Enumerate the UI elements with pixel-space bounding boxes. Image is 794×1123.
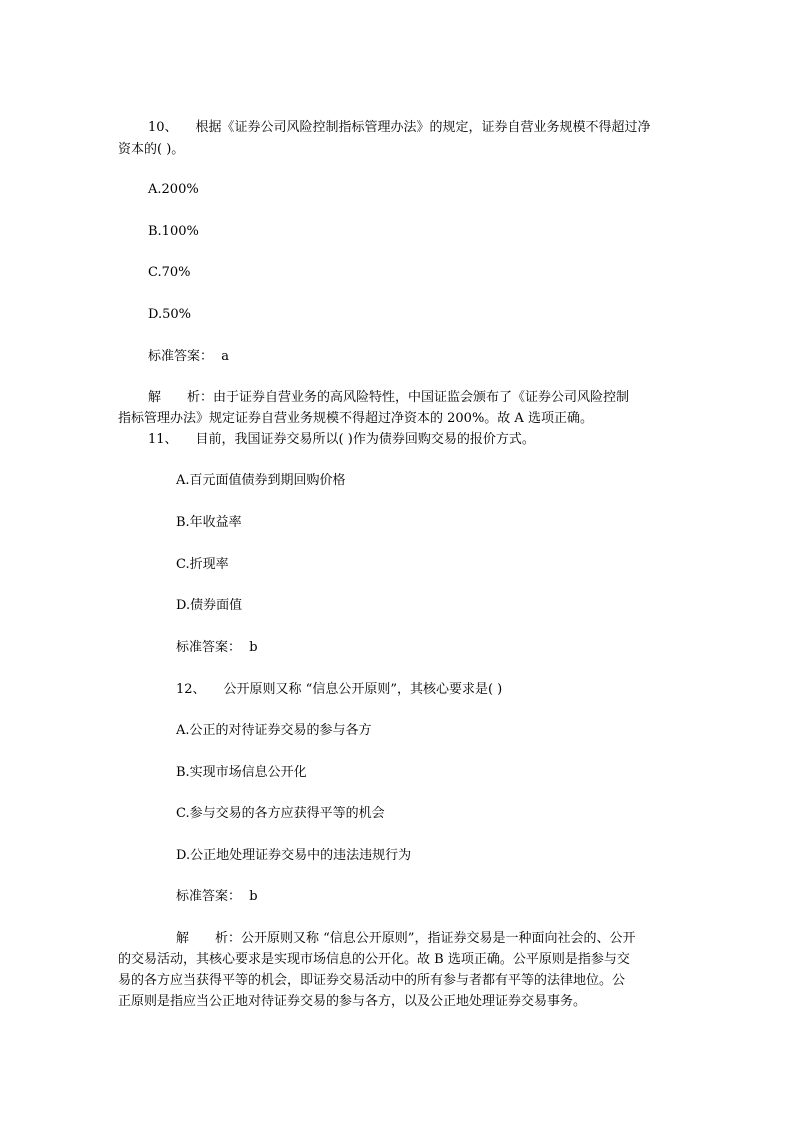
question-12-option-d: D.公正地处理证券交易中的违法违规行为 xyxy=(176,848,412,863)
question-11-stem-text: 目前，我国证券交易所以( )作为债券回购交易的报价方式。 xyxy=(195,432,535,447)
question-10-stem-text: 根据《证券公司风险控制指标管理办法》的规定，证券自营业务规模不得超过净 xyxy=(195,120,651,135)
question-12-analysis-text: 公开原则又称 “信息公开原则”，指证券交易是一种面向社会的、公开 xyxy=(241,931,636,946)
question-10-analysis-text: 由于证券自营业务的高风险特性，中国证监会颁布了《证券公司风险控制 xyxy=(213,390,630,405)
question-11-answer-value: b xyxy=(249,640,258,655)
question-10-option-d: D.50% xyxy=(148,307,191,322)
question-12-analysis-line-3: 易的各方应当获得平等的机会，即证券交易活动中的所有参与者都有平等的法律地位。公 xyxy=(118,973,626,988)
question-11-answer xyxy=(176,638,258,658)
question-11-number: 11、 xyxy=(148,432,178,447)
question-12-number: 12、 xyxy=(176,682,206,697)
question-11-option-c: C.折现率 xyxy=(176,557,229,572)
question-12-answer xyxy=(176,887,258,907)
question-10-option-a: A.200% xyxy=(148,182,199,197)
question-11-answer-label: 标准答案： xyxy=(176,640,242,655)
question-10-stem xyxy=(148,118,651,138)
question-10-analysis-label: 解 析： xyxy=(148,390,214,405)
question-10-option-b: B.100% xyxy=(148,224,199,239)
question-11-option-d: D.债券面值 xyxy=(176,598,243,613)
question-11-option-a: A.百元面值债券到期回购价格 xyxy=(176,473,346,488)
question-12-option-a: A.公正的对待证券交易的参与各方 xyxy=(176,723,372,738)
question-12-analysis-label: 解 析： xyxy=(176,931,242,946)
question-10-answer xyxy=(148,347,229,367)
question-10-answer-value: a xyxy=(221,349,230,364)
question-12-analysis-line-2: 的交易活动，其核心要求是实现市场信息的公开化。故 B 选项正确。公平原则是指参与交 xyxy=(118,952,630,967)
question-12-stem-text: 公开原则又称 “信息公开原则”，其核心要求是( ) xyxy=(223,682,503,697)
question-11-option-b: B.年收益率 xyxy=(176,515,242,530)
question-12-option-c: C.参与交易的各方应获得平等的机会 xyxy=(176,806,385,821)
question-12-option-b: B.实现市场信息公开化 xyxy=(176,765,307,780)
question-12-answer-label: 标准答案： xyxy=(176,889,242,904)
question-12-stem xyxy=(176,680,502,700)
question-12-analysis xyxy=(176,929,635,949)
question-10-answer-label: 标准答案： xyxy=(148,349,214,364)
question-10-option-c: C.70% xyxy=(148,265,191,280)
question-10-number: 10、 xyxy=(148,120,178,135)
question-11-stem xyxy=(148,430,535,450)
question-10-stem-continued: 资本的( )。 xyxy=(118,142,185,157)
question-10-analysis xyxy=(148,388,629,408)
question-12-analysis-line-4: 正原则是指应当公正地对待证券交易的参与各方，以及公正地处理证券交易事务。 xyxy=(118,994,587,1009)
question-12-answer-value: b xyxy=(249,889,258,904)
question-10-analysis-continued: 指标管理办法》规定证券自营业务规模不得超过净资本的 200%。故 A 选项正确。 xyxy=(118,411,593,426)
